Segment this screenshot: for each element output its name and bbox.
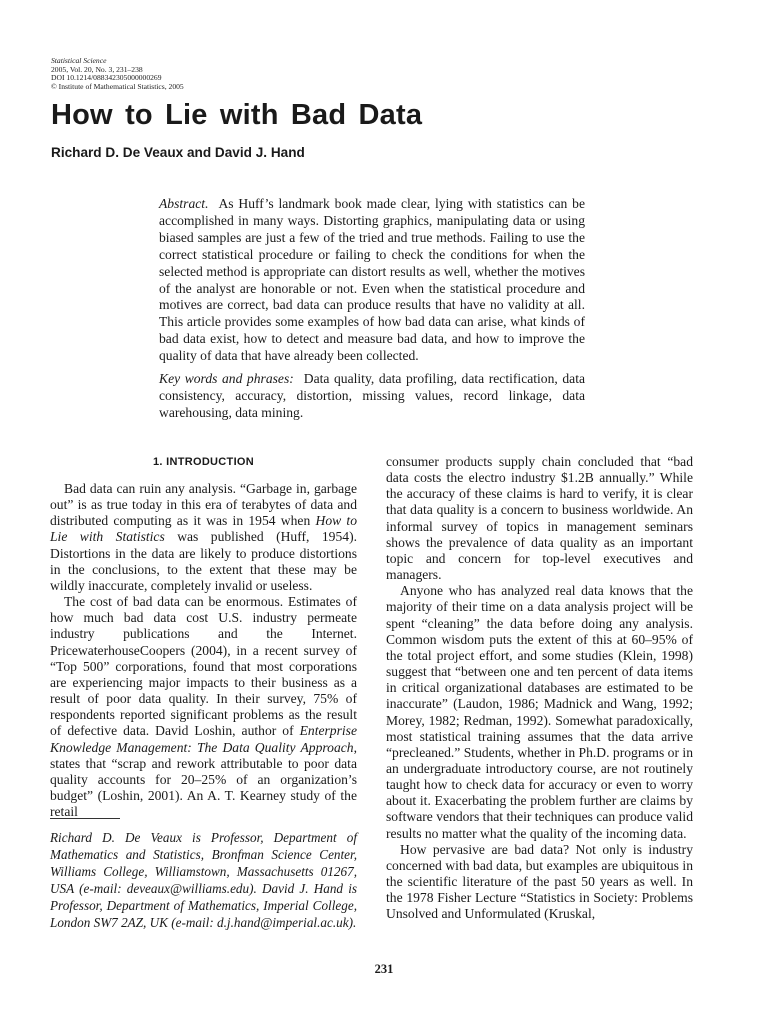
abstract-text: As Huff’s landmark book made clear, lying with statistics can be accomplished in many ways. Distorting graphics, manipulating data or using biased samples are just a few of the tried and true methods. Failing to use the correct statistical procedure or failing to check the conditions for when the selected method is appropriate can distort results as well, whether the motives of the analyst are honorable or not. Even when the statistical procedure and motives are correct, bad data can produce results that have no validity at all. This article provides some examples of how bad data can arise, what kinds of bad data exist, how to detect and measure bad data, and how to improve the quality of data that have already been collected. <box>159 196 585 364</box>
book-title: How to Lie with Statistics <box>50 513 358 545</box>
body-paragraph: consumer products supply chain concluded that “bad data costs the electro industry $1.2B annually.” While the accuracy of these claims is hard to verify, it is clear that data quality is a concern to business worldwide. An informal survey of topics in management seminars shows the prevalence of data quality as an important topic and concern for top-level executives and managers. <box>386 454 693 583</box>
section-heading: 1. INTRODUCTION <box>152 456 255 468</box>
paragraph-text: , states that “scrap and rework attributable to poor data quality accounts for 20–25% of an organization’s budget” (Loshin, 2001). An A. T. Kearney study of the retail <box>50 739 357 820</box>
doi: DOI 10.1214/088342305000000269 <box>51 73 162 83</box>
journal-name: Statistical Science <box>51 56 107 65</box>
volume-info: 2005, Vol. 20, No. 3, 231–238 <box>51 64 143 74</box>
abstract-label: Abstract. <box>159 196 209 211</box>
body-paragraph <box>50 481 357 594</box>
body-paragraph: Anyone who has analyzed real data knows that the majority of their time on a data analysis project will be spent “cleaning” the data before doing any analysis. Common wisdom puts the extent of this at 60–95% of the total project effort, and some studies (Klein, 1998) suggest that “between one and ten percent of data items in critical organizational databases are estimated to be inaccurate” (Laudon, 1986; Madnick and Wang, 1992; Morey, 1982; Redman, 1992). Somewhat paradoxically, most statistical training assumes that the data arrive “precleaned.” Students, whether in Ph.D. programs or in an undergraduate introductory course, are not routinely taught how to check data for accuracy or even to worry about it. Exacerbating the problem further are claims by software vendors that their techniques can produce valid results no matter what the quality of the incoming data. <box>386 583 693 841</box>
page-number: 231 <box>374 962 394 976</box>
footnote-divider <box>50 818 120 819</box>
body-paragraph <box>50 594 357 820</box>
paper-title: How to Lie with Bad Data <box>51 99 423 131</box>
journal-header <box>51 57 351 91</box>
paragraph-text: Bad data can ruin any analysis. “Garbage in, garbage out” is as true today in this era of terabytes of data and distributed computing as it was in 1954 when <box>50 481 357 529</box>
right-column <box>386 454 693 923</box>
keywords-text: Data quality, data profiling, data rectification, data consistency, accuracy, distortion, missing values, record linkage, data warehousing, data mining. <box>159 371 586 420</box>
paragraph-text: was published (Huff, 1954). Distortions in the data are likely to produce distortions in the conclusions, to the extent that these may be wildly inaccurate, completely invalid or useless. <box>50 529 357 593</box>
keywords-label: Key words and phrases: <box>159 371 294 387</box>
author-footnote: Richard D. De Veaux is Professor, Department of Mathematics and Statistics, Bronfman Science Center, Williams College, Williamstown, Massachusetts 01267, USA (e-mail: deveaux@williams.edu). David J. Hand is Professor, Department of Mathematics, Imperial College, London SW7 2AZ, UK (e-mail: d.j.hand@imperial.ac.uk). <box>50 830 357 930</box>
abstract-paragraph <box>159 196 585 365</box>
paragraph-text: The cost of bad data can be enormous. Estimates of how much bad data cost U.S. industry permeate industry publications and the Internet. PricewaterhouseCoopers (2004), in a recent survey of “Top 500” corporations, found that most corporations are experiencing major impacts to their business as a result of poor data quality. In their survey, 75% of respondents reported significant problems as the result of defective data. David Loshin, author of <box>50 594 357 739</box>
body-paragraph: How pervasive are bad data? Not only is industry concerned with bad data, but examples are ubiquitous in the scientific literature of the past 50 years as well. In the 1978 Fisher Lecture “Statistics in Society: Problems Unsolved and Unformulated (Kruskal, <box>386 841 693 922</box>
left-column <box>50 451 357 820</box>
abstract-block <box>159 196 585 422</box>
copyright: © Institute of Mathematical Statistics, 2005 <box>51 81 184 91</box>
book-title: Enterprise Knowledge Management: The Data Quality Approach <box>50 723 357 755</box>
keywords-paragraph <box>159 371 585 422</box>
author-line: Richard D. De Veaux and David J. Hand <box>51 145 305 160</box>
